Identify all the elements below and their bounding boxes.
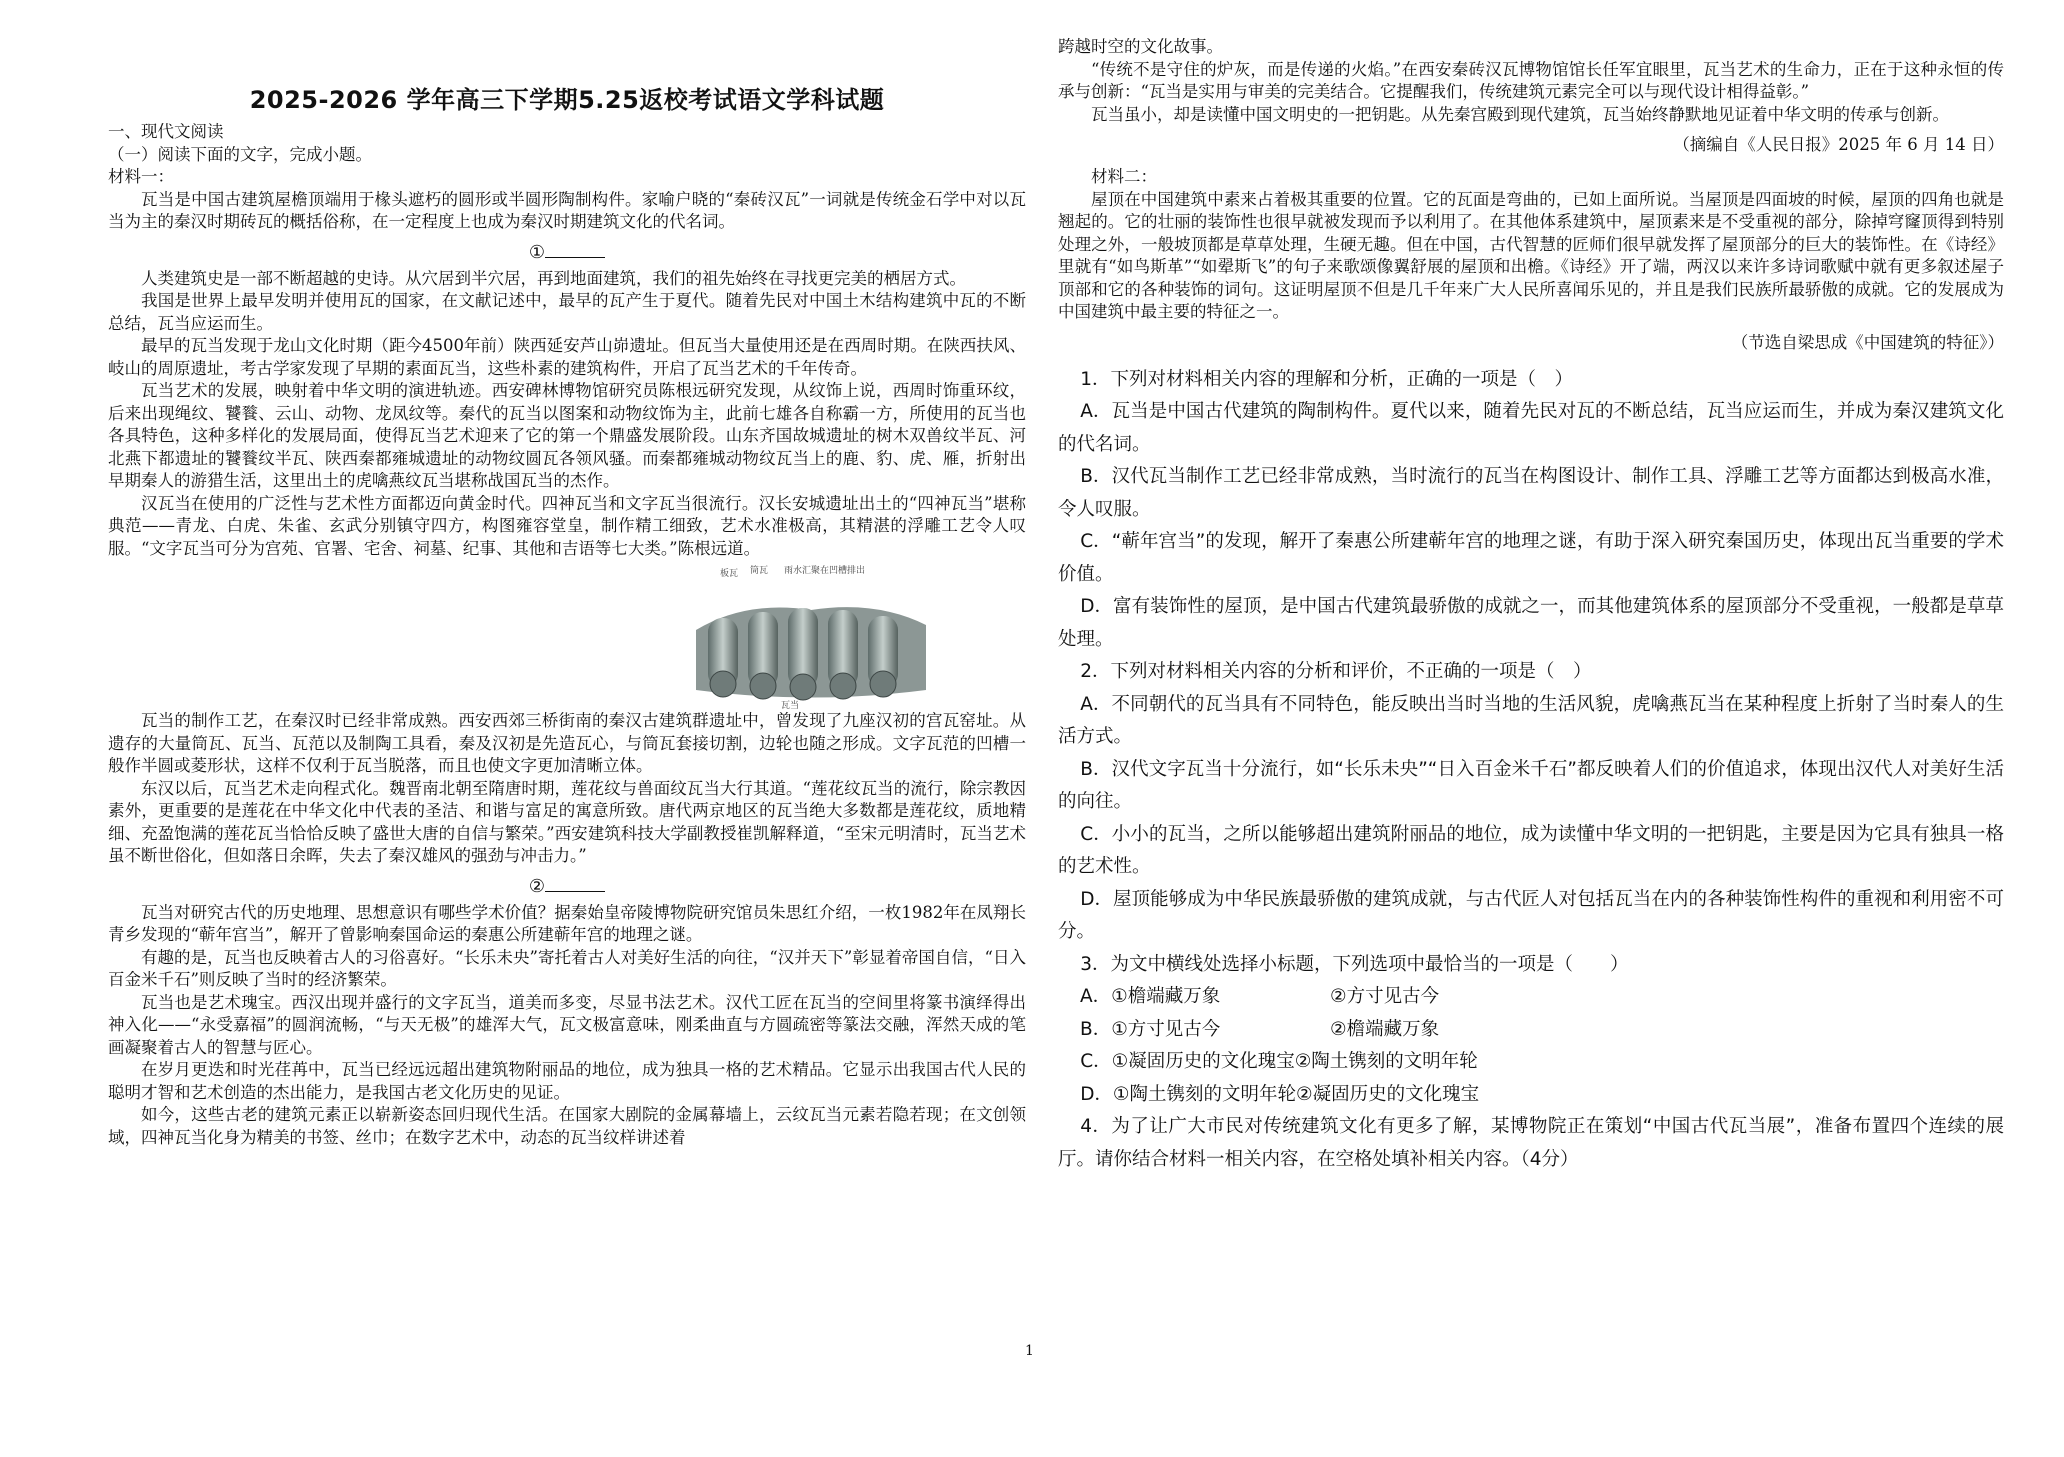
question-1: 1．下列对材料相关内容的理解和分析，正确的一项是（ ） (1080, 368, 1573, 390)
paragraph: 有趣的是，瓦当也反映着古人的习俗喜好。“长乐未央”寄托着古人对美好生活的向往，“汉并天下”彰显着帝国自信，“日入百金米千石”则反映了当时的经济繁荣。 (108, 947, 1026, 989)
paragraph: 东汉以后，瓦当艺术走向程式化。魏晋南北朝至隋唐时期，莲花纹与兽面纹瓦当大行其道。“莲花纹瓦当的流行，除宗教因素外，更重要的是莲花在中华文化中代表的圣洁、和谐与富足的寓意所致。唐代两京地区的瓦当绝大多数都是莲花纹，质地精细、充盈饱满的莲花瓦当恰恰反映了盛世大唐的自信与繁荣。”西安建筑科技大学副教授崔凯解释道，“至宋元明清时，瓦当艺术虽不断世俗化，但如落日余晖，失去了秦汉雄风的强劲与冲击力。” (108, 778, 1026, 865)
option-3d: D．①陶土镌刻的文明年轮②凝固历史的文化瑰宝 (1080, 1083, 1480, 1105)
option-1c: C．“蕲年宫当”的发现，解开了秦惠公所建蕲年宫的地理之谜，有助于深入研究秦国历史，体现出瓦当重要的学术价值。 (1058, 531, 2004, 585)
roof-tiles-image (686, 580, 936, 705)
material-two-label: 材料二： (1091, 167, 1157, 186)
caption-rain-groove: 雨水汇聚在凹槽排出 (784, 566, 866, 576)
paragraph: 汉瓦当在使用的广泛性与艺术性方面都迈向黄金时代。四神瓦当和文字瓦当很流行。汉长安城遗址出土的“四神瓦当”堪称典范——青龙、白虎、朱雀、玄武分别镇守四方，构图雍容堂皇，制作精工细致，艺术水准极高，其精湛的浮雕工艺令人叹服。“文字瓦当可分为宫苑、官署、宅舍、祠墓、纪事、其他和吉语等七大类。”陈根远道。 (108, 493, 1026, 558)
paragraph: 如今，这些古老的建筑元素正以崭新姿态回归现代生活。在国家大剧院的金属幕墙上，云纹瓦当元素若隐若现；在文创领域，四神瓦当化身为精美的书签、丝巾；在数字艺术中，动态的瓦当纹样讲述着 (108, 1105, 1026, 1147)
material-one-label: 材料一： (108, 167, 174, 186)
page-number: 1 (1025, 1343, 1034, 1359)
paragraph: 瓦当艺术的发展，映射着中华文明的演进轨迹。西安碑林博物馆研究员陈根远研究发现，从纹饰上说，西周时饰重环纹，后来出现绳纹、饕餮、云山、动物、龙凤纹等。秦代的瓦当以图案和动物纹饰为主，此前七雄各自称霸一方，所使用的瓦当也各具特色，这种多样化的发展局面，使得瓦当艺术迎来了它的第一个鼎盛发展阶段。山东齐国故城遗址的树木双兽纹半瓦、河北燕下都遗址的饕餮纹半瓦、陕西秦都雍城遗址的动物纹圆瓦各领风骚。而秦都雍城动物纹瓦当上的鹿、豹、虎、雁，折射出早期秦人的游猎生活，这里出土的虎噙燕纹瓦当堪称战国瓦当的杰作。 (108, 381, 1026, 490)
subtitle-blank-1: ① (108, 240, 1026, 266)
option-2a: A．不同朝代的瓦当具有不同特色，能反映出当时当地的生活风貌，虎噙燕瓦当在某种程度上折射了当时秦人的生活方式。 (1058, 693, 2004, 747)
option-2c: C．小小的瓦当，之所以能够超出建筑附丽品的地位，成为读懂中华文明的一把钥匙，主要是因为它具有独具一格的艺术性。 (1058, 823, 2004, 877)
option-1a: A．瓦当是中国古代建筑的陶制构件。夏代以来，随着先民对瓦的不断总结，瓦当应运而生，并成为秦汉建筑文化的代名词。 (1058, 401, 2004, 455)
caption-ban-wa: 板瓦 (720, 569, 739, 579)
source-citation: （节选自梁思成《中国建筑的特征》） (1731, 332, 2004, 352)
option-2b: B．汉代文字瓦当十分流行，如“长乐未央”“日入百金米千石”都反映着人们的价值追求，体现出汉代人对美好生活的向往。 (1058, 758, 2004, 812)
caption-wa-dang: 瓦当 (781, 701, 800, 711)
paragraph: 瓦当对研究古代的历史地理、思想意识有哪些学术价值？据秦始皇帝陵博物院研究馆员朱思红介绍，一枚1982年在凤翔长青乡发现的“蕲年宫当”，解开了曾影响秦国命运的秦惠公所建蕲年宫的地理之谜。 (108, 902, 1026, 944)
caption-tong-wa: 筒瓦 (750, 566, 769, 576)
option-3a: A．①檐端藏万象 ②方寸见古今 (1080, 986, 1440, 1007)
section-heading: 一、现代文阅读 (108, 122, 224, 141)
paragraph: “传统不是守住的炉灰，而是传递的火焰。”在西安秦砖汉瓦博物馆馆长任军宜眼里，瓦当艺术的生命力，正在于这种永恒的传承与创新：“瓦当是实用与审美的完美结合。它提醒我们，传统建筑元素完全可以与现代设计相得益彰。” (1058, 59, 2004, 101)
paragraph: 瓦当的制作工艺，在秦汉时已经非常成熟。西安西郊三桥街南的秦汉古建筑群遗址中，曾发现了九座汉初的宫瓦窑址。从遗存的大量筒瓦、瓦当、瓦范以及制陶工具看，秦及汉初是先造瓦心，与筒瓦套接切割，边轮也随之形成。文字瓦范的凹槽一般作半圆或菱形状，这样不仅利于瓦当脱落，而且也使文字更加清晰立体。 (108, 711, 1026, 775)
question-2: 2．下列对材料相关内容的分析和评价，不正确的一项是（ ） (1080, 661, 1592, 682)
option-2d: D．屋顶能够成为中华民族最骄傲的建筑成就，与古代匠人对包括瓦当在内的各种装饰性构件的重视和利用密不可分。 (1058, 888, 2004, 942)
option-1d: D．富有装饰性的屋顶，是中国古代建筑最骄傲的成就之一，而其他建筑体系的屋顶部分不受重视，一般都是草草处理。 (1058, 596, 2004, 650)
option-3c: C．①凝固历史的文化瑰宝②陶土镌刻的文明年轮 (1080, 1051, 1478, 1072)
right-column (1058, 0, 2004, 1176)
paragraph: 最早的瓦当发现于龙山文化时期（距今4500年前）陕西延安芦山峁遗址。但瓦当大量使用还是在西周时期。在陕西扶风、岐山的周原遗址，考古学家发现了早期的素面瓦当，这些朴素的建筑构件，开启了瓦当艺术的千年传奇。 (108, 336, 1026, 378)
paragraph: 跨越时空的文化故事。 (1058, 37, 1223, 56)
roof-tile-illustration (108, 560, 1026, 710)
exam-title: 2025-2026 学年高三下学期5.25返校考试语文学科试题 (249, 86, 885, 114)
paragraph: 人类建筑史是一部不断超越的史诗。从穴居到半穴居，再到地面建筑，我们的祖先始终在寻找更完美的栖居方式。 (141, 268, 966, 288)
option-3b: B．①方寸见古今 ②檐端藏万象 (1080, 1018, 1440, 1040)
paragraph: 在岁月更迭和时光荏苒中，瓦当已经远远超出建筑物附丽品的地位，成为独具一格的艺术精品。它显示出我国古代人民的聪明才智和艺术创造的杰出能力，是我国古老文化历史的见证。 (108, 1060, 1026, 1102)
paragraph: 瓦当是中国古建筑屋檐顶端用于椽头遮朽的圆形或半圆形陶制构件。家喻户晓的“秦砖汉瓦”一词就是传统金石学中对以瓦当为主的秦汉时期砖瓦的概括俗称，在一定程度上也成为秦汉时期建筑文化的代名词。 (108, 189, 1026, 231)
question-4: 4．为了让广大市民对传统建筑文化有更多了解，某博物院正在策划“中国古代瓦当展”，准备布置四个连续的展厅。请你结合材料一相关内容，在空格处填补相关内容。（4分） (1058, 1116, 2004, 1170)
subtitle-blank-2: ② (108, 874, 1026, 900)
paragraph: 瓦当虽小，却是读懂中国文明史的一把钥匙。从先秦宫殿到现代建筑，瓦当始终静默地见证着中华文明的传承与创新。 (1091, 104, 1949, 124)
paragraph: 瓦当也是艺术瑰宝。西汉出现并盛行的文字瓦当，道美而多变，尽显书法艺术。汉代工匠在瓦当的空间里将篆书演绎得出神入化——“永受嘉福”的圆润流畅，“与天无极”的雄浑大气，瓦文极富意味，刚柔曲直与方圆疏密等篆法交融，浑然天成的笔画凝聚着古人的智慧与匠心。 (108, 992, 1026, 1057)
option-1b: B．汉代瓦当制作工艺已经非常成熟，当时流行的瓦当在构图设计、制作工具、浮雕工艺等方面都达到极高水准，令人叹服。 (1058, 466, 2004, 520)
paragraph: 我国是世界上最早发明并使用瓦的国家，在文献记述中，最早的瓦产生于夏代。随着先民对中国土木结构建筑中瓦的不断总结，瓦当应运而生。 (108, 291, 1026, 333)
section-subheading: （一）阅读下面的文字，完成小题。 (108, 144, 372, 164)
question-3: 3．为文中横线处选择小标题，下列选项中最恰当的一项是（ ） (1080, 953, 1629, 975)
paragraph: 屋顶在中国建筑中素来占着极其重要的位置。它的瓦面是弯曲的，已如上面所说。当屋顶是四面坡的时候，屋顶的四角也就是翘起的。它的壮丽的装饰性也很早就被发现而予以利用了。在其他体系建筑中，屋顶素来是不受重视的部分，除掉穹窿顶得到特别处理之外，一般坡顶都是草草处理，生硬无趣。但在中国，古代智慧的匠师们很早就发挥了屋顶部分的巨大的装饰性。在《诗经》里就有“如鸟斯革”“如翚斯飞”的句子来歌颂像翼舒展的屋顶和出檐。《诗经》开了端，两汉以来许多诗词歌赋中就有更多叙述屋子顶部和它的各种装饰的词句。这证明屋顶不但是几千年来广大人民所喜闻乐见的，并且是我们民族所最骄傲的成就。它的发展成为中国建筑中最主要的特征之一。 (1058, 189, 2004, 321)
source-citation: （摘编自《人民日报》2025 年 6 月 14 日） (1673, 135, 2004, 154)
left-column (108, 0, 1026, 1149)
